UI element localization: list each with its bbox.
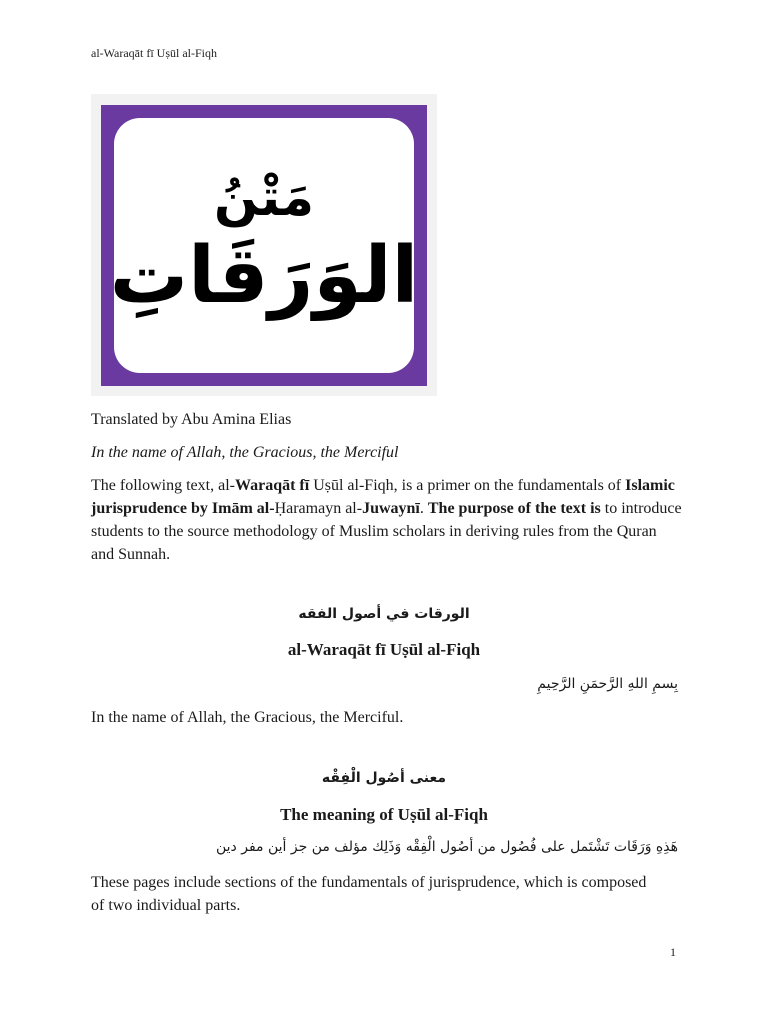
cover-title-line-2: الوَرَقَاتِ [109,230,419,321]
basmala-arabic: بِسمِ اللهِ الرَّحمَنِ الرَّحِيمِ [537,676,678,692]
intro-bold-author: Islamic jurisprudence by Imām al- [91,477,675,517]
intro-text: The following text, al- [91,477,235,494]
text-english: These pages include sections of the fundamentals of jurisprudence, which is composed of two individual parts. [91,874,647,914]
basmala-english: In the name of Allah, the Gracious, the Merciful [91,444,399,461]
intro-bold-name: Juwaynī [362,500,420,517]
intro-text: to introduce students to the source methodology of Muslim scholars in deriving rules from the Quran and Sunnah. [91,500,682,563]
intro-text: Ḥaramayn al- [274,500,363,517]
intro-paragraph [91,474,683,566]
cover-image [91,94,437,396]
translator-line: Translated by Abu Amina Elias [91,411,292,428]
basmala-english-2: In the name of Allah, the Gracious, the Merciful. [91,709,404,726]
intro-bold-purpose: The purpose of the text is [427,500,601,517]
cover-calligraphy [109,118,419,373]
heading-arabic: الورقات في أصول الفقه [298,606,470,622]
intro-text: . [419,500,428,517]
section-heading-arabic: معنى أصُول الْفِقْه [321,770,447,786]
section-heading-english: The meaning of Uṣūl al-Fiqh [280,805,488,824]
page-number: 1 [670,945,676,959]
text-arabic: هَذِهِ وَرَقَات تَشْتَمل على فُصُول من أصُول الْفِقْه وَذَلِك مؤلف من جز أين مفر دين [215,839,678,855]
running-header: al-Waraqāt fī Uṣūl al-Fiqh [91,46,217,60]
intro-text: Uṣūl al-Fiqh, is a primer on the fundamentals of [309,477,626,494]
cover-panel [109,118,419,373]
intro-bold-title: Waraqāt fī [234,477,310,494]
heading-english: al-Waraqāt fī Uṣūl al-Fiqh [287,640,481,659]
cover-border [101,105,427,386]
cover-title-line-1: مَتْنُ [213,167,315,228]
